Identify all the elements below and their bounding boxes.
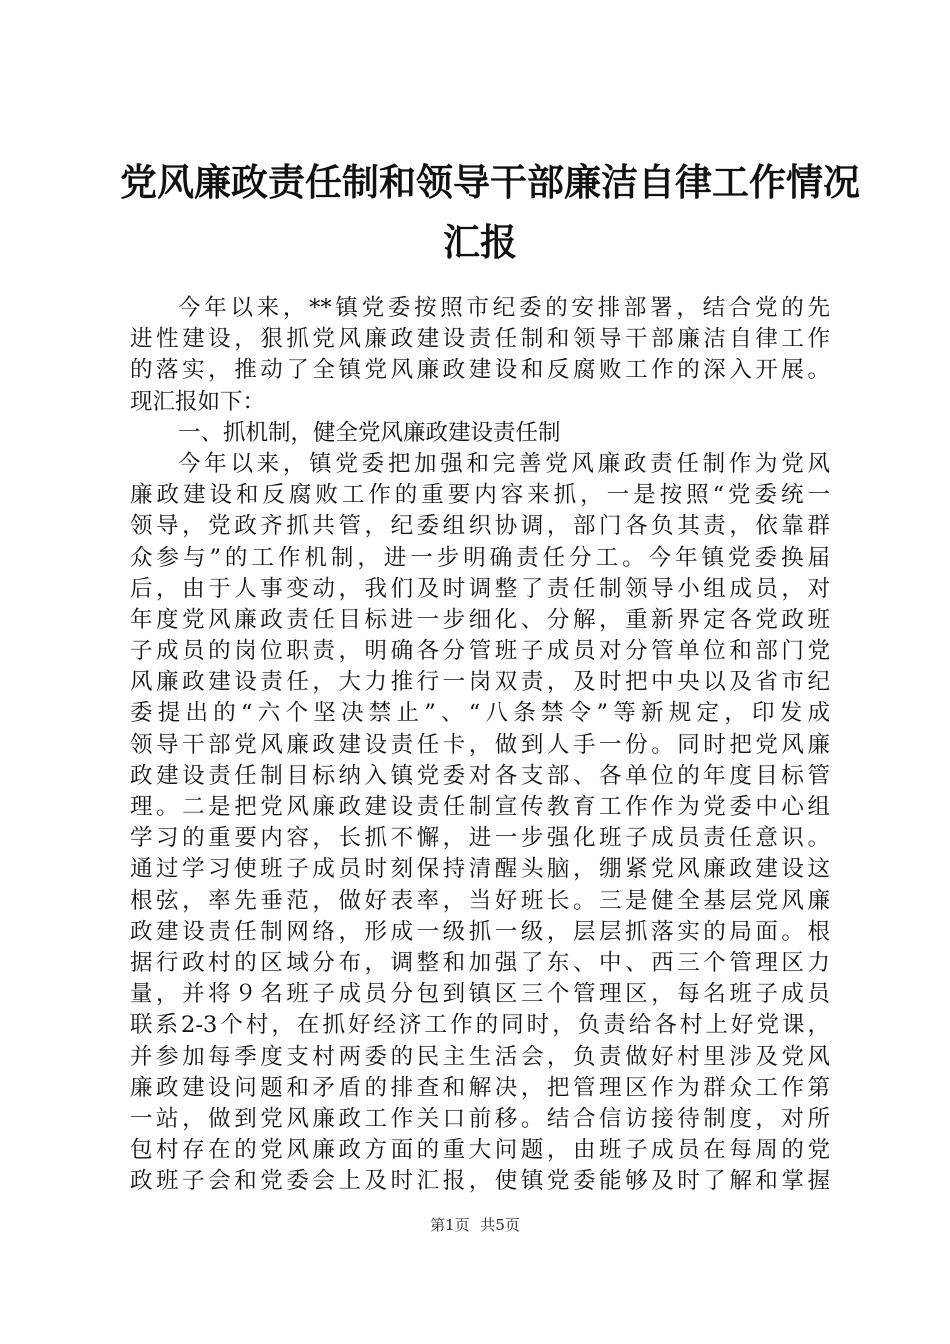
text-line: 据行政村的区域分布，调整和加强了东、中、西三个管理区力	[130, 949, 830, 976]
text-line: 学习的重要内容，长抓不懈，进一步强化班子成员责任意识。	[130, 825, 830, 852]
body-text	[130, 293, 830, 1197]
section-heading: 一、抓机制，健全党风廉政建设责任制	[178, 419, 561, 446]
text-line: 领导，党政齐抓共管，纪委组织协调，部门各负其责，依靠群	[130, 513, 830, 540]
title-line-2: 汇报	[443, 220, 517, 264]
text-line: 理。二是把党风廉政建设责任制宣传教育工作作为党委中心组	[130, 794, 830, 820]
text-line: 包村存在的党风廉政方面的重大问题，由班子成员在每周的党	[130, 1137, 830, 1164]
text-line: 廉政建设问题和矛盾的排查和解决，把管理区作为群众工作第	[130, 1074, 830, 1101]
text-line: 后，由于人事变动，我们及时调整了责任制领导小组成员，对	[130, 575, 830, 602]
text-line: 廉政建设和反腐败工作的重要内容来抓，一是按照“党委统一	[130, 482, 830, 509]
text-line: 领导干部党风廉政建设责任卡，做到人手一份。同时把党风廉	[130, 731, 830, 758]
text-line: 众参与”的工作机制，进一步明确责任分工。今年镇党委换届	[130, 544, 830, 571]
text-line: 风廉政建设责任，大力推行一岗双责，及时把中央以及省市纪	[130, 669, 830, 696]
text-line: 政建设责任制目标纳入镇党委对各支部、各单位的年度目标管	[130, 762, 830, 789]
text-line: 联系2-3个村，在抓好经济工作的同时，负责给各村上好党课，	[130, 1012, 830, 1039]
text-line: 一站，做到党风廉政工作关口前移。结合信访接待制度，对所	[130, 1105, 830, 1132]
text-line: 年度党风廉政责任目标进一步细化、分解，重新界定各党政班	[130, 606, 830, 633]
text-line: 进性建设，狠抓党风廉政建设责任制和领导干部廉洁自律工作	[130, 326, 830, 353]
text-line: 现汇报如下：	[130, 388, 266, 415]
text-line: 今年以来，镇党委把加强和完善党风廉政责任制作为党风	[178, 450, 830, 477]
text-line: 量，并将９名班子成员分包到镇区三个管理区，每名班子成员	[130, 981, 830, 1008]
title-line-1: 党风廉政责任制和领导干部廉洁自律工作情况	[120, 160, 860, 204]
text-line: 政班子会和党委会上及时汇报，使镇党委能够及时了解和掌握	[130, 1168, 830, 1195]
page-total: 共5页	[480, 1216, 520, 1234]
text-line: 的落实，推动了全镇党风廉政建设和反腐败工作的深入开展。	[130, 357, 830, 384]
text-line: 今年以来，**镇党委按照市纪委的安排部署，结合党的先	[178, 295, 830, 321]
text-line: 子成员的岗位职责，明确各分管班子成员对分管单位和部门党	[130, 638, 830, 665]
text-line: 根弦，率先垂范，做好表率，当好班长。三是健全基层党风廉	[130, 887, 830, 914]
text-line: 委提出的“六个坚决禁止”、“八条禁令”等新规定，印发成	[130, 700, 830, 727]
page-number: 第1页	[430, 1216, 470, 1234]
text-line: 通过学习使班子成员时刻保持清醒头脑，绷紧党风廉政建设这	[130, 856, 830, 883]
text-line: 政建设责任制网络，形成一级抓一级，层层抓落实的局面。根	[130, 918, 830, 945]
text-line: 并参加每季度支村两委的民主生活会，负责做好村里涉及党风	[130, 1043, 830, 1070]
page-footer	[0, 1215, 950, 1235]
